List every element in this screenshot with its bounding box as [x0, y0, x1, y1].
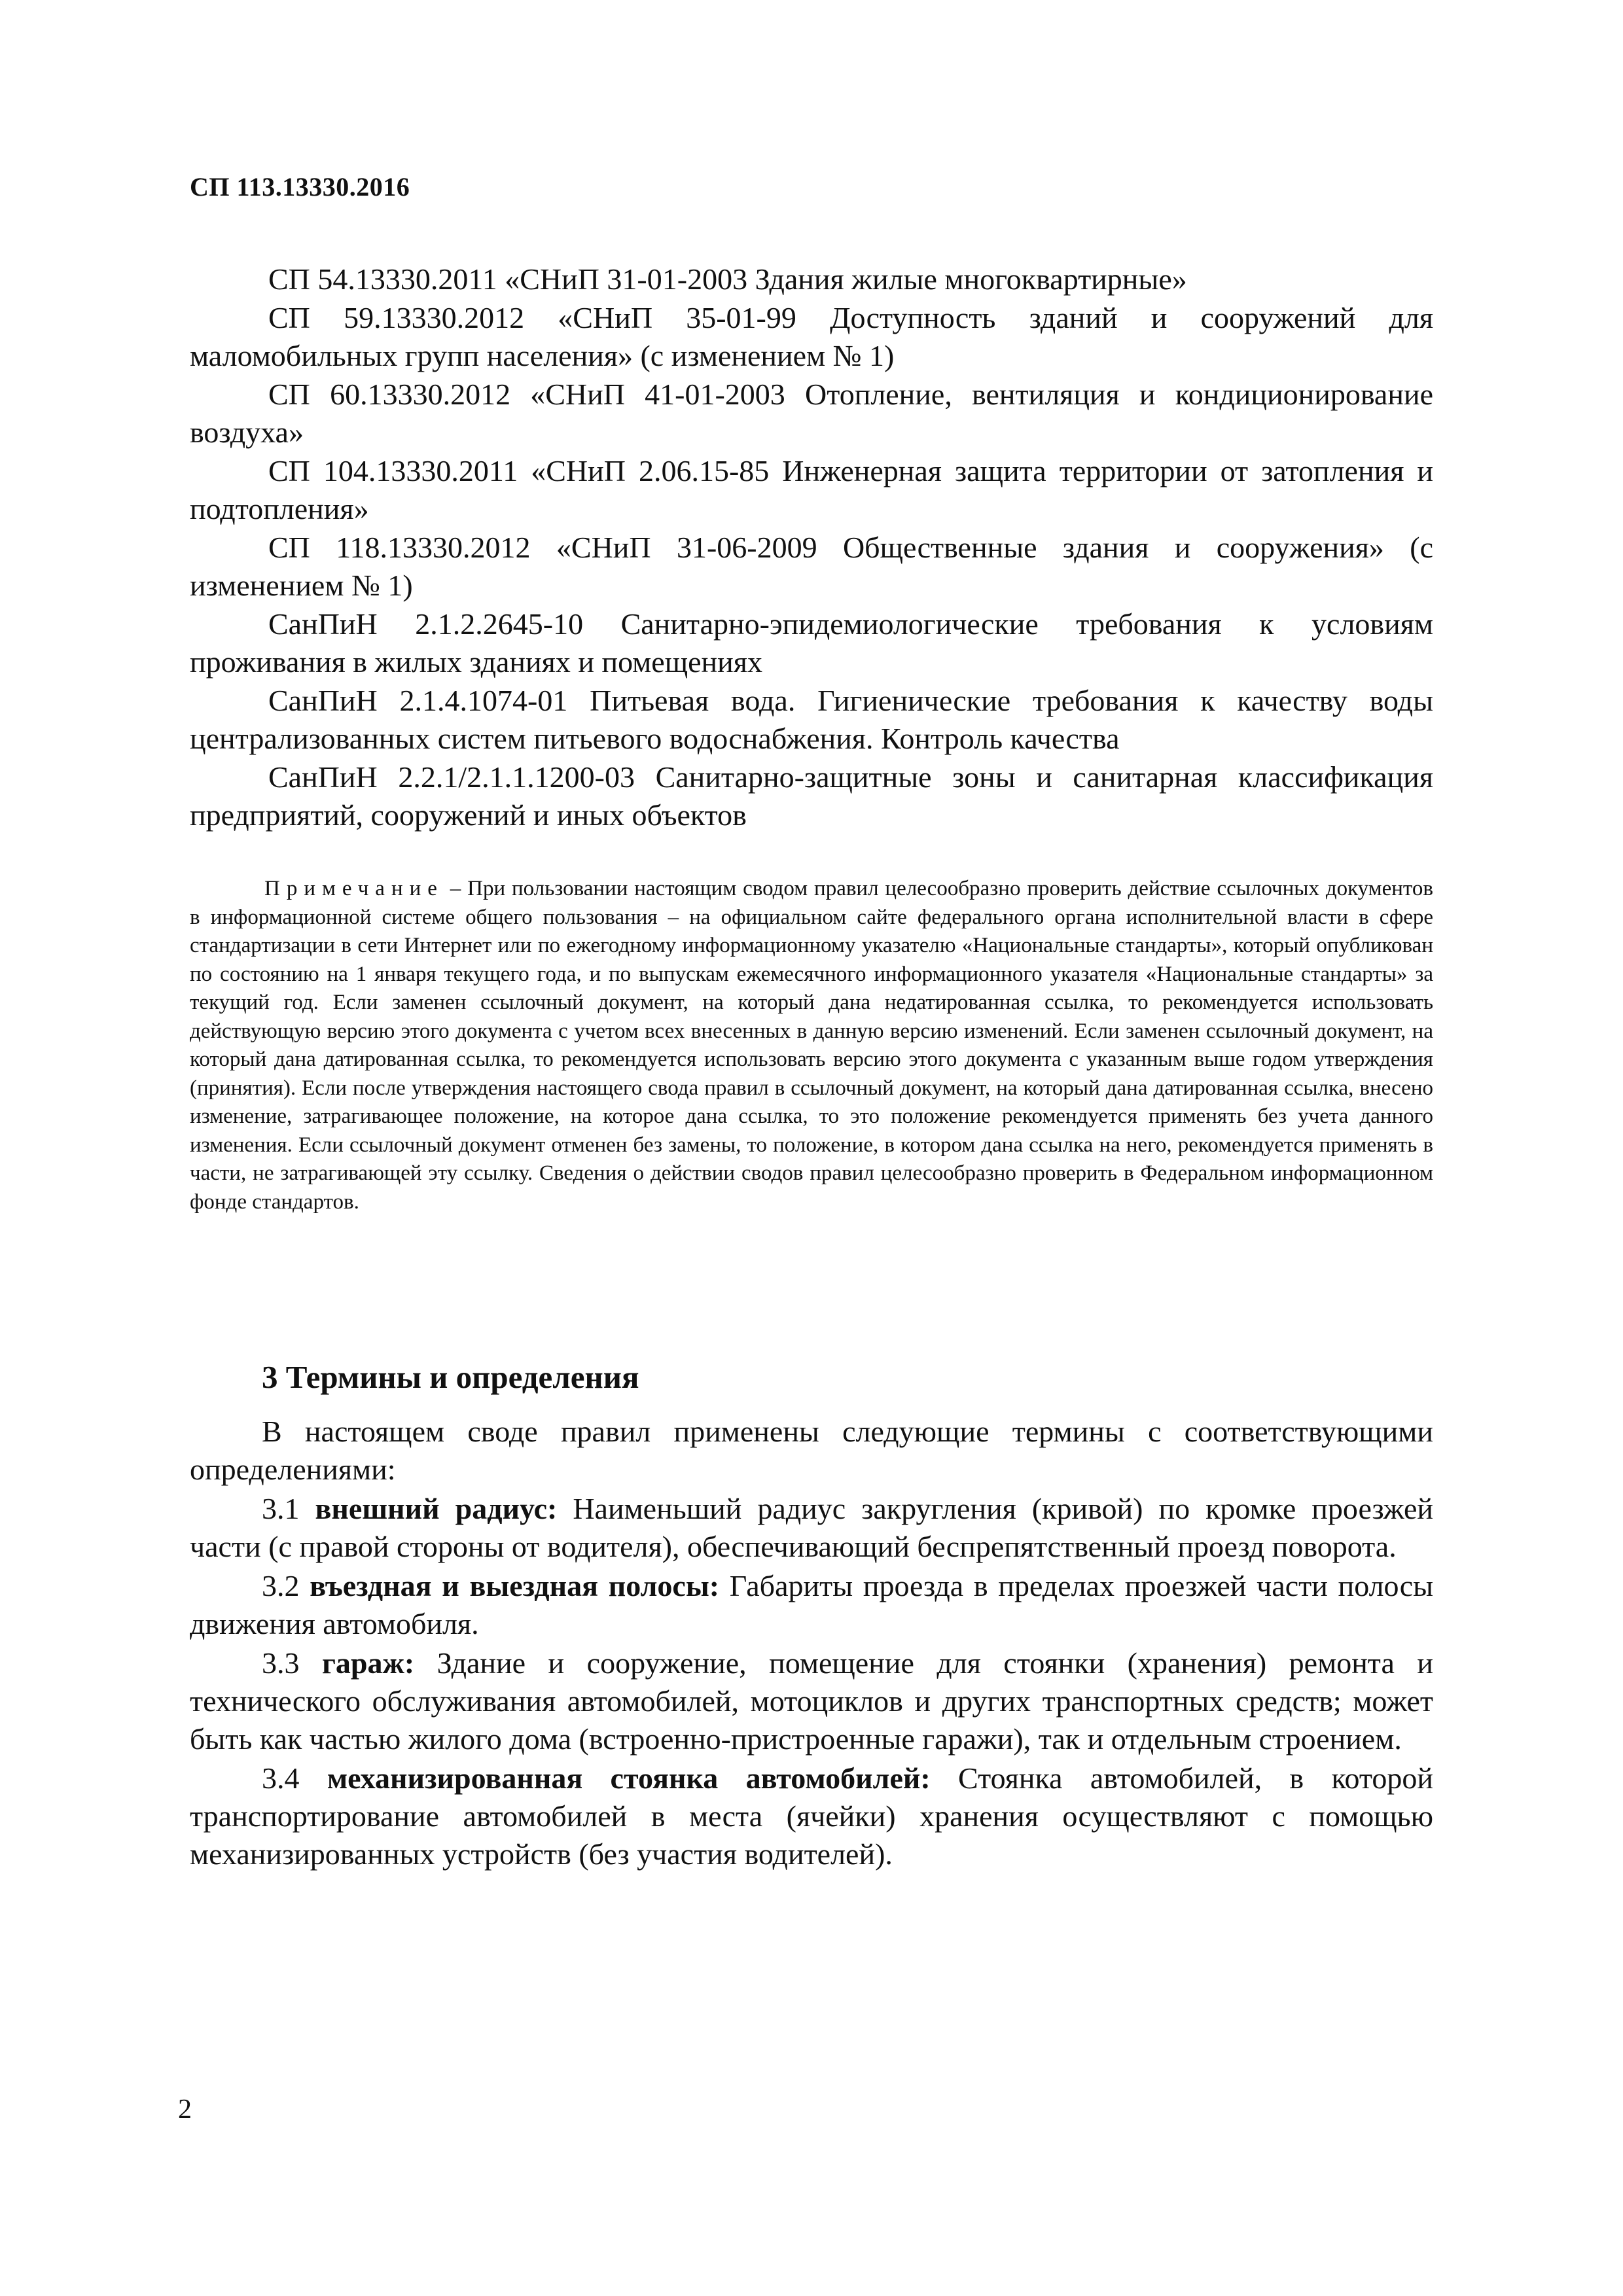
section-intro: В настоящем своде правил применены следующие термины с соответствующими определениями:: [190, 1415, 1433, 1486]
section-heading: 3 Термины и определения: [262, 1359, 639, 1395]
reference-item: СП 104.13330.2011 «СНиП 2.06.15-85 Инженерная защита территории от затопления и подтопления»: [190, 454, 1433, 525]
term-number: 3.4: [262, 1761, 327, 1795]
reference-item: СП 59.13330.2012 «СНиП 35-01-99 Доступность зданий и сооружений для маломобильных групп населения» (с изменением № 1): [190, 301, 1433, 372]
term-definition: [190, 1759, 1433, 1873]
reference-item: СП 60.13330.2012 «СНиП 41-01-2003 Отопление, вентиляция и кондиционирование воздуха»: [190, 378, 1433, 449]
reference-item: СанПиН 2.1.4.1074-01 Питьевая вода. Гигиенические требования к качеству воды централизованных систем питьевого водоснабжения. Контроль качества: [190, 684, 1433, 755]
term-text: Здание и сооружение, помещение для стоянки (хранения) ремонта и технического обслуживания автомобилей, мотоциклов и других транспортных средств; может быть как частью жилого дома (встроенно-пристроенные гаражи), так и отдельным строением.: [190, 1646, 1434, 1756]
term-name: гараж:: [322, 1646, 415, 1680]
reference-item: СанПиН 2.1.2.2645-10 Санитарно-эпидемиологические требования к условиям проживания в жилых зданиях и помещениях: [190, 607, 1433, 679]
document-code-header: СП 113.13330.2016: [190, 172, 410, 202]
term-name: въездная и выездная полосы:: [310, 1569, 720, 1602]
term-text: Стоянка автомобилей, в которой транспортирование автомобилей в места (ячейки) хранения осуществляют с помощью механизированных устройств (без участия водителей).: [190, 1761, 1433, 1871]
term-name: внешний радиус:: [315, 1492, 558, 1525]
term-definition: [190, 1644, 1433, 1758]
term-number: 3.1: [262, 1492, 315, 1525]
term-name: механизированная стоянка автомобилей:: [327, 1761, 931, 1795]
term-definition: [190, 1490, 1433, 1566]
term-number: 3.2: [262, 1569, 310, 1602]
note-text: – При пользовании настоящим сводом правил целесообразно проверить действие ссылочных документов в информационной системе общего пользования – на официальном сайте федерального органа исполнительной власти в сфере стандартизации в сети Интернет или по ежегодному информационному указателю «Национальные стандарты», который опубликован по состоянию на 1 января текущего года, и по выпускам ежемесячного информационного указателя «Национальные стандарты» за текущий год. Если заменен ссылочный документ, на который дана недатированная ссылка, то рекомендуется использовать действующую версию этого документа с учетом всех внесенных в данную версию изменений. Если заменен ссылочный документ, на который дана датированная ссылка, то рекомендуется использовать версию этого документа с указанным выше годом утверждения (принятия). Если после утверждения настоящего свода правил в ссылочный документ, на который дана датированная ссылка, внесено изменение, затрагивающее положение, на которое дана ссылка, то это положение рекомендуется применять без учета данного изменения. Если ссылочный документ отменен без замены, то положение, в котором дана ссылка на него, рекомендуется применять в части, не затрагивающей эту ссылку. Сведения о действии сводов правил целесообразно проверить в Федеральном информационном фонде стандартов.: [190, 877, 1433, 1214]
reference-note: [190, 875, 1433, 1216]
reference-item: СанПиН 2.2.1/2.1.1.1200-03 Санитарно-защитные зоны и санитарная классификация предприятий, сооружений и иных объектов: [190, 760, 1433, 832]
reference-item: СП 54.13330.2011 «СНиП 31-01-2003 Здания жилые многоквартирные»: [268, 262, 1187, 296]
term-number: 3.3: [262, 1646, 323, 1680]
page-content: [190, 260, 1433, 1875]
note-label: Примечание: [264, 877, 444, 900]
term-text: Габариты проезда в пределах проезжей части полосы движения автомобиля.: [190, 1569, 1434, 1640]
term-text: Наименьший радиус закругления (кривой) по кромке проезжей части (с правой стороны от водителя), обеспечивающий беспрепятственный проезд поворота.: [190, 1492, 1434, 1563]
references-list: [190, 260, 1433, 834]
reference-item: СП 118.13330.2012 «СНиП 31-06-2009 Общественные здания и сооружения» (с изменением № 1): [190, 531, 1433, 602]
term-definition: [190, 1567, 1433, 1643]
page-number: 2: [178, 2094, 192, 2125]
